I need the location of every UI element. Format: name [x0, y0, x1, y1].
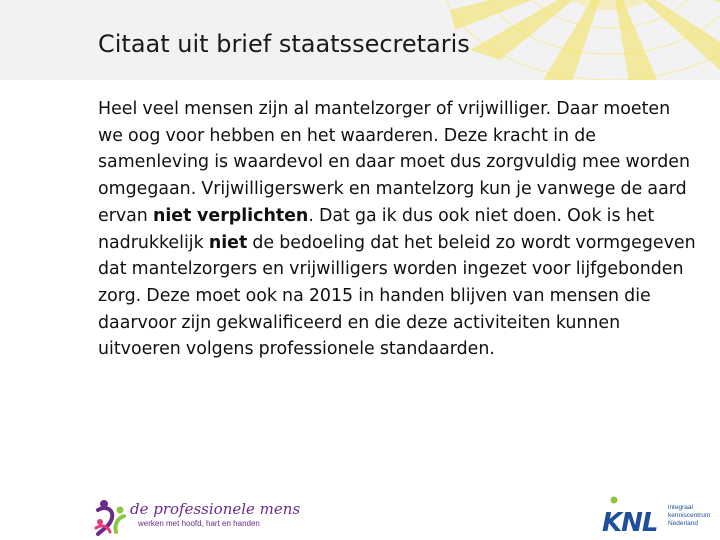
knl-subtitle-line: kenniscentrum	[668, 512, 711, 519]
quote-paragraph	[98, 96, 698, 363]
sunburst-decoration-icon	[430, 0, 720, 80]
people-swirl-icon	[94, 496, 128, 536]
knl-subtitle-line: Nederland	[668, 520, 698, 527]
knl-logo	[596, 494, 716, 538]
slide-title: Citaat uit brief staatssecretaris	[98, 30, 470, 58]
pm-logo-name: de professionele mens	[130, 500, 301, 518]
de-professionele-mens-logo	[94, 496, 301, 536]
knl-wordmark: KNL	[602, 508, 658, 538]
quote-emphasis-niet: niet	[208, 232, 248, 253]
knl-subtitle	[668, 504, 718, 528]
quote-text-3: de bedoeling dat het beleid zo wordt vormgegeven dat mantelzorgers en vrijwilligers worden ingezet voor lijfgebonden zorg. Deze moet ook na 2015 in handen blijven van mensen die daarvoor zijn gekwalificeerd en die deze activiteiten kunnen uitvoeren volgens professionele standaarden.	[98, 232, 696, 360]
quote-text-2: . Dat ga ik dus ook niet doen. Ook is het nadrukkelijk	[98, 205, 655, 253]
knl-subtitle-line: integraal	[668, 504, 693, 511]
pm-logo-tagline: werken met hoofd, hart en handen	[138, 519, 260, 528]
quote-text-1: Heel veel mensen zijn al mantelzorger of vrijwilliger. Daar moeten we oog voor hebben en het waarderen. Deze kracht in de samenleving is waardevol en daar moet dus zorgvuldig mee worden omgegaan. Vrijwilligerswerk en mantelzorg kun je vanwege de aard ervan	[98, 99, 690, 226]
knl-logo-icon	[610, 496, 618, 504]
quote-emphasis-niet-verplichten: niet verplichten	[152, 205, 309, 226]
title-bar	[0, 0, 720, 80]
